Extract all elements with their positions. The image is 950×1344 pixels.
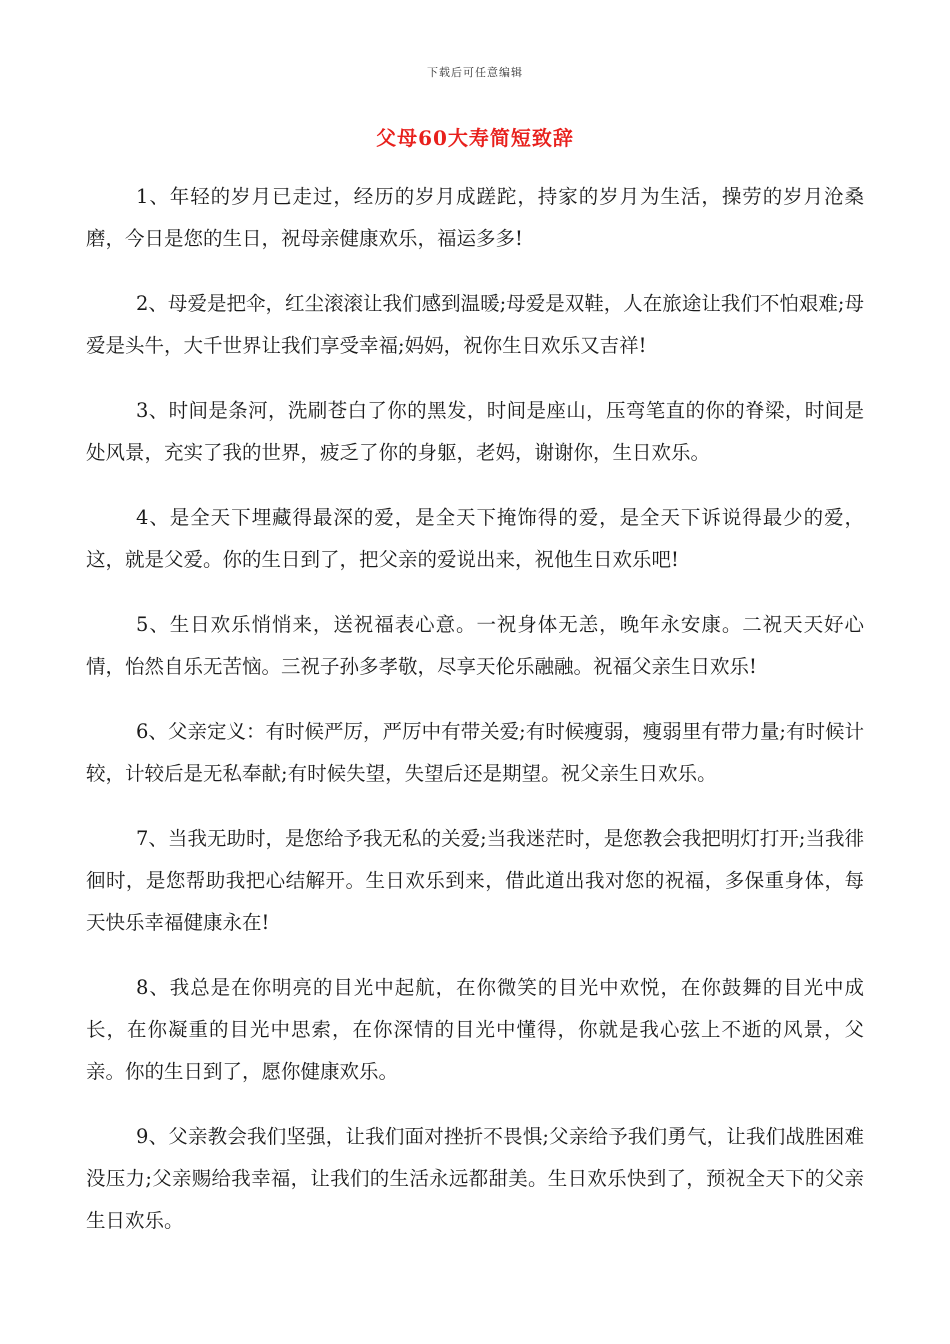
- paragraph-2: 2、母爱是把伞，红尘滚滚让我们感到温暖;母爱是双鞋，人在旅途让我们不怕艰难;母爱是头牛，大千世界让我们享受幸福;妈妈，祝你生日欢乐又吉祥!: [86, 292, 864, 357]
- paragraph-3: 3、时间是条河，洗刷苍白了你的黑发，时间是座山，压弯笔直的你的脊梁，时间是处风景，充实了我的世界，疲乏了你的身躯，老妈，谢谢你，生日欢乐。: [86, 399, 864, 464]
- document-title: 父母60大寿简短致辞: [376, 126, 574, 150]
- paragraph-7: 7、当我无助时，是您给予我无私的关爱;当我迷茫时，是您教会我把明灯打开;当我徘徊时，是您帮助我把心结解开。生日欢乐到来，借此道出我对您的祝福，多保重身体，每天快乐幸福健康永在!: [86, 827, 864, 934]
- paragraph-1: 1、年轻的岁月已走过，经历的岁月成蹉跎，持家的岁月为生活，操劳的岁月沧桑磨，今日是您的生日，祝母亲健康欢乐，福运多多!: [86, 185, 864, 250]
- paragraph-9: 9、父亲教会我们坚强，让我们面对挫折不畏惧;父亲给予我们勇气，让我们战胜困难没压力;父亲赐给我幸福，让我们的生活永远都甜美。生日欢乐快到了，预祝全天下的父亲生日欢乐。: [86, 1125, 864, 1232]
- paragraph-5: 5、生日欢乐悄悄来，送祝福表心意。一祝身体无恙，晚年永安康。二祝天天好心情，怡然自乐无苦恼。三祝子孙多孝敬，尽享天伦乐融融。祝福父亲生日欢乐!: [86, 613, 864, 678]
- paragraph-6: 6、父亲定义：有时候严厉，严厉中有带关爱;有时候瘦弱，瘦弱里有带力量;有时候计较，计较后是无私奉献;有时候失望，失望后还是期望。祝父亲生日欢乐。: [86, 720, 864, 785]
- header-note: 下载后可任意编辑: [427, 66, 523, 79]
- document-body: [86, 176, 864, 1265]
- paragraph-4: 4、是全天下埋藏得最深的爱，是全天下掩饰得的爱，是全天下诉说得最少的爱，这，就是父爱。你的生日到了，把父亲的爱说出来，祝他生日欢乐吧!: [86, 506, 864, 571]
- paragraph-8: 8、我总是在你明亮的目光中起航，在你微笑的目光中欢悦，在你鼓舞的目光中成长，在你凝重的目光中思索，在你深情的目光中懂得，你就是我心弦上不逝的风景，父亲。你的生日到了，愿你健康欢乐。: [86, 976, 864, 1083]
